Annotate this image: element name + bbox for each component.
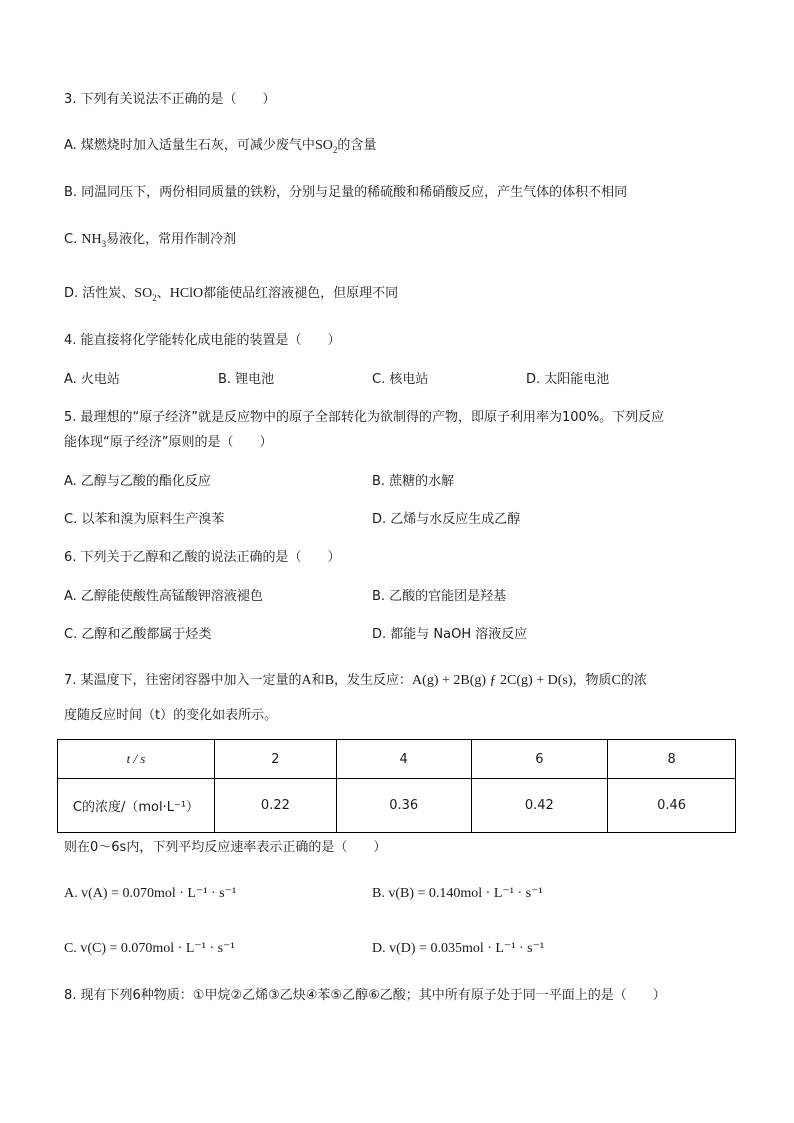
table-header-concentration: C的浓度/（mol·L⁻¹） bbox=[58, 779, 215, 833]
q3-option-b: B. 同温同压下，两份相同质量的铁粉，分别与足量的稀硫酸和稀硝酸反应，产生气体的体积不相同 bbox=[64, 185, 628, 200]
q8-stem: 8. 现有下列6种物质：①甲烷②乙烯③乙炔④苯⑤乙醇⑥乙酸；其中所有原子处于同一平面上的是（ ） bbox=[64, 988, 666, 1003]
q3-d-hclo: HClO bbox=[169, 286, 204, 301]
table-cell: 8 bbox=[608, 740, 736, 779]
q5-stem-line2: 能体现“原子经济”原则的是（ ） bbox=[64, 435, 273, 450]
table-cell: 4 bbox=[336, 740, 471, 779]
table-cell: 0.46 bbox=[608, 779, 736, 833]
q3-stem: 3. 下列有关说法不正确的是（ ） bbox=[64, 92, 276, 107]
table-cell: 6 bbox=[471, 740, 608, 779]
table-cell: 0.36 bbox=[336, 779, 471, 833]
q7-reaction: A(g) + 2B(g) ƒ 2C(g) + D(s) bbox=[412, 673, 573, 688]
table-header-time: t / s bbox=[58, 740, 215, 779]
q7-stem-line2: 度随反应时间（t）的变化如表所示。 bbox=[64, 708, 278, 723]
q3-c-formula: $NH_3$ bbox=[81, 232, 107, 249]
q3-a-suffix: 的含量 bbox=[337, 138, 377, 153]
q3-option-a bbox=[64, 136, 376, 156]
q5-stem-line1: 5. 最理想的“原子经济”就是反应物中的原子全部转化为欲制得的产物，即原子利用率为100%。下列反应 bbox=[64, 410, 665, 425]
q3-d-so2: $SO_2$ bbox=[134, 286, 157, 303]
q7-data-table bbox=[57, 739, 736, 833]
q7-option-a: A. v(A) = 0.070mol · L⁻¹ · s⁻¹ bbox=[64, 886, 237, 901]
q3-a-formula: $SO_2$ bbox=[314, 138, 338, 155]
q4-stem: 4. 能直接将化学能转化成电能的装置是（ ） bbox=[64, 333, 341, 348]
q6-option-a: A. 乙醇能使酸性高锰酸钾溶液褪色 bbox=[64, 589, 263, 604]
q7-option-c: C. v(C) = 0.070mol · L⁻¹ · s⁻¹ bbox=[64, 941, 235, 956]
q3-option-c: C. $NH_3$易液化，常用作制冷剂 bbox=[64, 232, 237, 249]
q7-option-d: D. v(D) = 0.035mol · L⁻¹ · s⁻¹ bbox=[372, 941, 545, 956]
q5-option-c: C. 以苯和溴为原料生产溴苯 bbox=[64, 512, 225, 527]
q3-a-text: A. 煤燃烧时加入适量生石灰，可减少废气中 bbox=[64, 138, 315, 153]
q7-option-b: B. v(B) = 0.140mol · L⁻¹ · s⁻¹ bbox=[372, 886, 543, 901]
q3-option-d: D. 活性炭、$SO_2$、HClO都能使品红溶液褪色，但原理不同 bbox=[64, 286, 399, 303]
q7-after-text: 则在0～6s内，下列平均反应速率表示正确的是（ ） bbox=[64, 840, 387, 855]
q5-option-d: D. 乙烯与水反应生成乙醇 bbox=[372, 512, 521, 527]
q6-option-d: D. 都能与 NaOH 溶液反应 bbox=[372, 627, 528, 642]
q7-species-a: A bbox=[301, 673, 312, 688]
q5-option-b: B. 蔗糖的水解 bbox=[372, 474, 455, 489]
q5-option-a: A. 乙醇与乙酸的酯化反应 bbox=[64, 474, 211, 489]
table-cell: 2 bbox=[214, 740, 336, 779]
q4-option-d: D. 太阳能电池 bbox=[526, 372, 610, 387]
q6-stem: 6. 下列关于乙醇和乙酸的说法正确的是（ ） bbox=[64, 550, 341, 565]
q6-option-b: B. 乙酸的官能团是羟基 bbox=[372, 589, 507, 604]
q4-option-c: C. 核电站 bbox=[372, 372, 429, 387]
table-cell: 0.22 bbox=[214, 779, 336, 833]
table-cell: 0.42 bbox=[471, 779, 608, 833]
q7-species-c: C bbox=[611, 673, 621, 688]
table-row-concentration bbox=[58, 779, 736, 833]
table-row-time bbox=[58, 740, 736, 779]
q4-option-a: A. 火电站 bbox=[64, 372, 120, 387]
q7-stem-line1: 7. 某温度下，往密闭容器中加入一定量的A和B，发生反应：A(g) + 2B(g) ƒ 2C(g) + D(s)，物质C的浓 bbox=[64, 673, 647, 688]
q4-option-b: B. 锂电池 bbox=[218, 372, 275, 387]
q7-species-b: B bbox=[324, 673, 335, 688]
q6-option-c: C. 乙醇和乙酸都属于烃类 bbox=[64, 627, 212, 642]
